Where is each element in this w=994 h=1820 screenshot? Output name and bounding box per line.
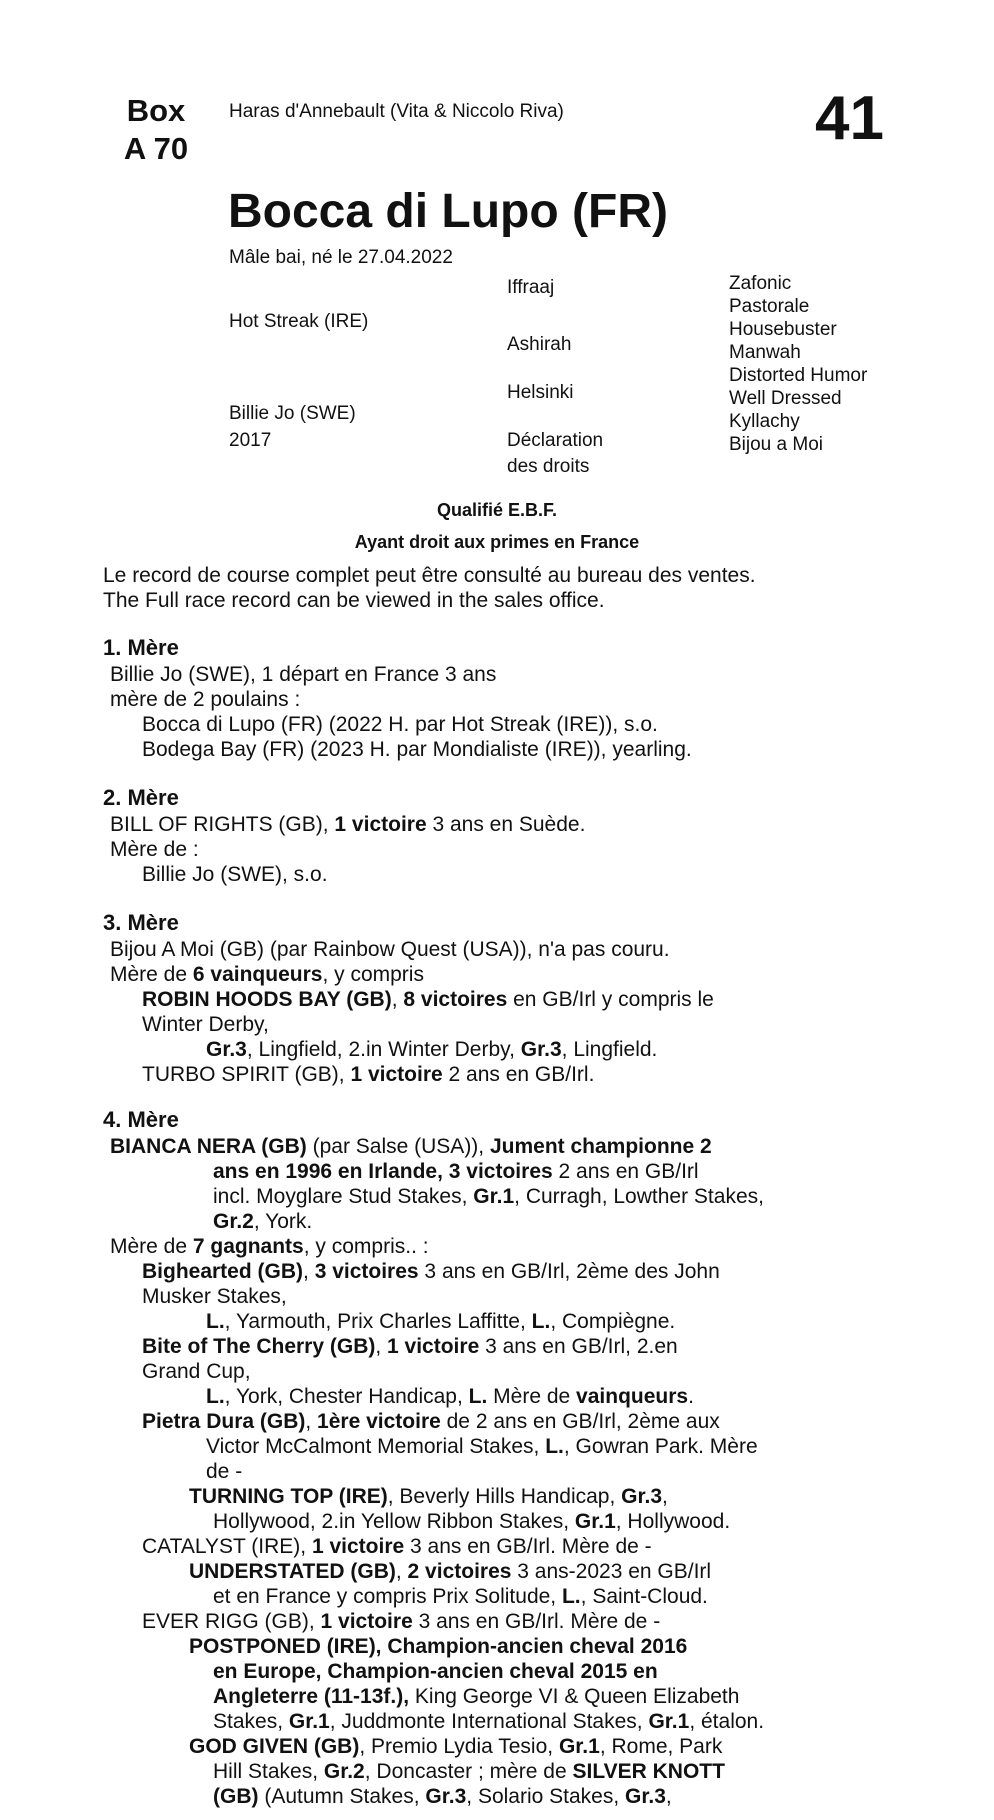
section-4-line: de - xyxy=(206,1460,243,1483)
pedigree-gen3-item: Bijou a Moi xyxy=(729,434,823,455)
pedigree-sire-sire: Iffraaj xyxy=(507,277,555,298)
horse-description: Mâle bai, né le 27.04.2022 xyxy=(229,247,453,268)
section-4-line: Hill Stakes, Gr.2, Doncaster ; mère de SILVER KNOTT xyxy=(213,1760,725,1783)
section-1-line: Bocca di Lupo (FR) (2022 H. par Hot Streak (IRE)), s.o. xyxy=(142,713,658,736)
pedigree-dam: Billie Jo (SWE) xyxy=(229,403,356,424)
record-note-en: The Full race record can be viewed in the sales office. xyxy=(103,589,605,612)
section-4-line: Gr.2, York. xyxy=(213,1210,313,1233)
section-4-line: Victor McCalmont Memorial Stakes, L., Gowran Park. Mère xyxy=(206,1435,758,1458)
section-2-line: Mère de : xyxy=(110,838,199,861)
section-4-line: Bite of The Cherry (GB), 1 victoire 3 ans en GB/Irl, 2.en xyxy=(142,1335,678,1358)
section-4-line: Grand Cup, xyxy=(142,1360,251,1383)
section-3-line: Winter Derby, xyxy=(142,1013,269,1036)
section-3-title: 3. Mère xyxy=(103,910,179,935)
section-4-line: L., York, Chester Handicap, L. Mère de vainqueurs. xyxy=(206,1385,694,1408)
vendor: Haras d'Annebault (Vita & Niccolo Riva) xyxy=(229,101,564,122)
section-4-line: et en France y compris Prix Solitude, L., Saint-Cloud. xyxy=(213,1585,708,1608)
qualification-ebf: Qualifié E.B.F. xyxy=(436,500,558,520)
section-4-title: 4. Mère xyxy=(103,1107,179,1132)
pedigree-gen3-item: Pastorale xyxy=(729,296,810,317)
section-4-line: Stakes, Gr.1, Juddmonte International Stakes, Gr.1, étalon. xyxy=(213,1710,765,1733)
section-4-line: Hollywood, 2.in Yellow Ribbon Stakes, Gr.1, Hollywood. xyxy=(213,1510,731,1533)
section-4-line: Musker Stakes, xyxy=(142,1285,287,1308)
section-3-line: ROBIN HOODS BAY (GB), 8 victoires en GB/Irl y compris le xyxy=(142,988,714,1011)
pedigree-gen3-item: Zafonic xyxy=(729,273,792,294)
pedigree-sire-dam: Ashirah xyxy=(507,334,572,355)
section-4-line: POSTPONED (IRE), Champion-ancien cheval 2016 xyxy=(189,1635,688,1658)
section-4-line: (GB) (Autumn Stakes, Gr.3, Solario Stakes, Gr.3, xyxy=(213,1785,672,1808)
section-4-line: Pietra Dura (GB), 1ère victoire de 2 ans en GB/Irl, 2ème aux xyxy=(142,1410,720,1433)
pedigree-dam-sire: Helsinki xyxy=(507,382,574,403)
section-4-line: incl. Moyglare Stud Stakes, Gr.1, Curragh, Lowther Stakes, xyxy=(213,1185,764,1208)
pedigree-gen3-item: Distorted Humor xyxy=(729,365,868,386)
section-4-line: L., Yarmouth, Prix Charles Laffitte, L., Compiègne. xyxy=(206,1310,676,1333)
section-4-line: UNDERSTATED (GB), 2 victoires 3 ans-2023 en GB/Irl xyxy=(189,1560,712,1583)
section-4-line: Angleterre (11-13f.), King George VI & Queen Elizabeth xyxy=(213,1685,740,1708)
section-4-line: GOD GIVEN (GB), Premio Lydia Tesio, Gr.1, Rome, Park xyxy=(189,1735,723,1758)
box-title: Box xyxy=(126,93,186,128)
lot-number: 41 xyxy=(815,84,884,153)
section-4-line: Bighearted (GB), 3 victoires 3 ans en GB/Irl, 2ème des John xyxy=(142,1260,720,1283)
section-1-line: Billie Jo (SWE), 1 départ en France 3 ans xyxy=(110,663,497,686)
pedigree-gen3-item: Kyllachy xyxy=(729,411,800,432)
section-4-line: EVER RIGG (GB), 1 victoire 3 ans en GB/Irl. Mère de - xyxy=(142,1610,661,1633)
section-3-line: Bijou A Moi (GB) (par Rainbow Quest (USA)), n'a pas couru. xyxy=(110,938,670,961)
section-2-line: Billie Jo (SWE), s.o. xyxy=(142,863,328,886)
section-4-line: ans en 1996 en Irlande, 3 victoires 2 ans en GB/Irl xyxy=(213,1160,699,1183)
section-3-line: Mère de 6 vainqueurs, y compris xyxy=(110,963,424,986)
section-2-line: BILL OF RIGHTS (GB), 1 victoire 3 ans en Suède. xyxy=(110,813,586,836)
box-label xyxy=(106,92,206,168)
section-4-line: Mère de 7 gagnants, y compris.. : xyxy=(110,1235,429,1258)
pedigree-gen3-item: Manwah xyxy=(729,342,801,363)
horse-name: Bocca di Lupo (FR) xyxy=(228,185,668,238)
pedigree-dam-dam-line1: Déclaration xyxy=(507,430,604,451)
section-3-line: TURBO SPIRIT (GB), 1 victoire 2 ans en GB/Irl. xyxy=(142,1063,595,1086)
section-4-line: en Europe, Champion-ancien cheval 2015 en xyxy=(213,1660,658,1683)
record-note-fr: Le record de course complet peut être consulté au bureau des ventes. xyxy=(103,564,756,587)
pedigree-dam-dam xyxy=(507,429,603,478)
pedigree-third-generation xyxy=(729,272,867,456)
box-number: A 70 xyxy=(123,131,189,166)
section-4-line: CATALYST (IRE), 1 victoire 3 ans en GB/Irl. Mère de - xyxy=(142,1535,652,1558)
section-1-title: 1. Mère xyxy=(103,635,179,660)
section-1-line: mère de 2 poulains : xyxy=(110,688,301,711)
section-2-title: 2. Mère xyxy=(103,785,179,810)
section-3-line: Gr.3, Lingfield, 2.in Winter Derby, Gr.3, Lingfield. xyxy=(206,1038,658,1061)
pedigree-gen3-item: Housebuster xyxy=(729,319,837,340)
section-4-line: BIANCA NERA (GB) (par Salse (USA)), Jument championne 2 xyxy=(110,1135,712,1158)
qualification-primes: Ayant droit aux primes en France xyxy=(354,532,640,552)
pedigree-dam-year: 2017 xyxy=(229,430,272,451)
pedigree-gen3-item: Well Dressed xyxy=(729,388,842,409)
section-4-line: TURNING TOP (IRE), Beverly Hills Handicap, Gr.3, xyxy=(189,1485,668,1508)
pedigree-dam-dam-line2: des droits xyxy=(507,456,590,477)
section-1-line: Bodega Bay (FR) (2023 H. par Mondialiste (IRE)), yearling. xyxy=(142,738,692,761)
pedigree-sire: Hot Streak (IRE) xyxy=(229,311,369,332)
